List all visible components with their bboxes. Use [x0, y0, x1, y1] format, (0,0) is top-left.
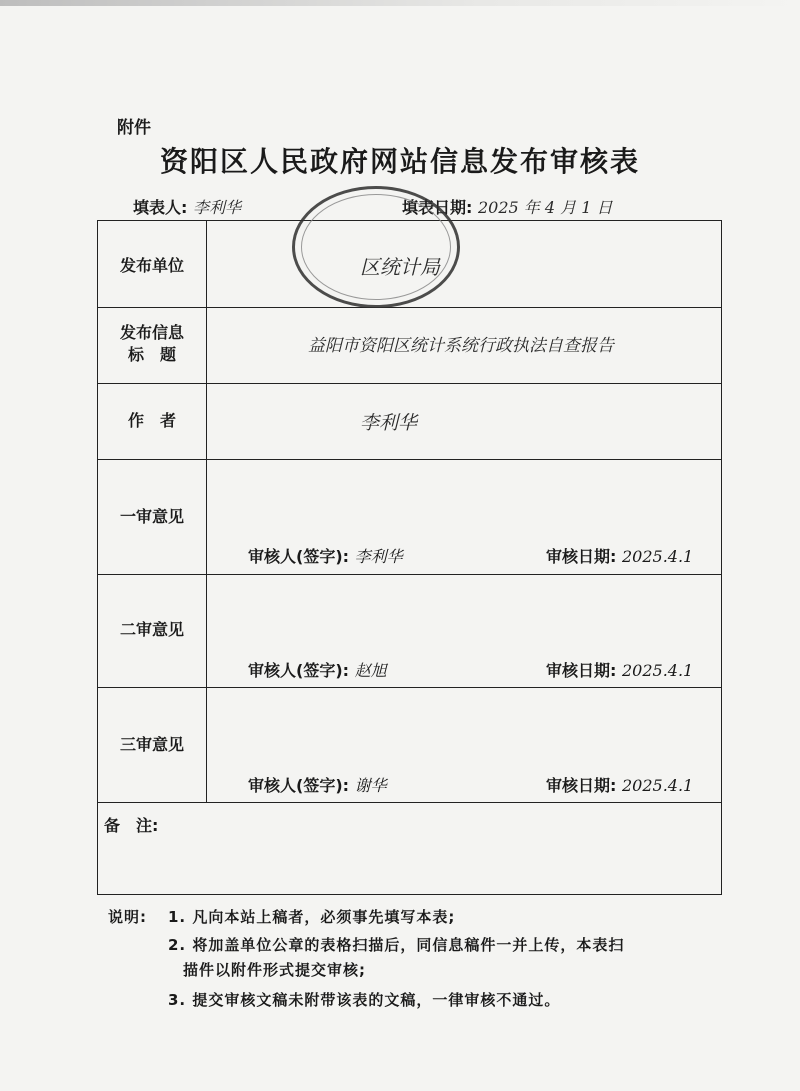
- title-value: 益阳市资阳区统计系统行政执法自查报告: [308, 336, 614, 356]
- reviewer-2: [248, 658, 387, 681]
- note-item-2-cont: 描件以附件形式提交审核;: [183, 961, 366, 979]
- reviewer-signature: 谢华: [354, 776, 387, 795]
- row-divider: [98, 459, 721, 460]
- reviewer-label: 审核人(签字):: [248, 776, 350, 795]
- row-label-title: 发布信息 标 题: [119, 323, 184, 364]
- filler-signature: 李利华: [192, 198, 241, 217]
- attachment-label: 附件: [117, 118, 151, 138]
- row-label-review-3: 三审意见: [119, 735, 184, 754]
- notes-prefix: 说明:: [108, 908, 147, 926]
- row-divider: [98, 307, 721, 308]
- filler-line: [133, 195, 241, 218]
- reviewer-signature: 赵旭: [354, 661, 387, 680]
- reviewer-1: [248, 544, 403, 567]
- row-divider: [98, 574, 721, 575]
- official-seal: [292, 186, 460, 308]
- author-value: 李利华: [360, 412, 418, 434]
- row-divider: [98, 383, 721, 384]
- review-date-2: [546, 658, 693, 681]
- form-title: 资阳区人民政府网站信息发布审核表: [159, 145, 640, 178]
- review-date-value: 2025.4.1: [621, 776, 694, 795]
- note-item-3: 3. 提交审核文稿未附带该表的文稿，一律审核不通过。: [168, 991, 561, 1009]
- review-date-3: [546, 773, 693, 796]
- publisher-value: 区统计局: [360, 255, 440, 279]
- review-form-table: [97, 220, 722, 895]
- reviewer-label: 审核人(签字):: [248, 547, 350, 566]
- reviewer-3: [248, 773, 387, 796]
- row-divider: [98, 687, 721, 688]
- row-label-review-1: 一审意见: [119, 507, 184, 526]
- review-date-1: [546, 544, 693, 567]
- scan-edge: [0, 0, 800, 6]
- fill-date-label: 填表日期:: [402, 198, 473, 217]
- note-item-1: 1. 凡向本站上稿者，必须事先填写本表;: [168, 908, 456, 926]
- row-label-publisher: 发布单位: [119, 256, 184, 275]
- row-label-author: 作 者: [127, 411, 176, 430]
- remarks-label: 备 注:: [104, 816, 159, 835]
- review-date-label: 审核日期:: [546, 547, 617, 566]
- reviewer-label: 审核人(签字):: [248, 661, 350, 680]
- row-label-review-2: 二审意见: [119, 620, 184, 639]
- fill-date-value: 2025 年 4 月 1 日: [477, 198, 613, 217]
- reviewer-signature: 李利华: [354, 547, 403, 566]
- review-date-value: 2025.4.1: [621, 661, 694, 680]
- note-item-2: 2. 将加盖单位公章的表格扫描后，同信息稿件一并上传，本表扫: [168, 936, 625, 954]
- row-divider: [98, 802, 721, 803]
- review-date-label: 审核日期:: [546, 776, 617, 795]
- filler-label: 填表人:: [133, 198, 188, 217]
- review-date-label: 审核日期:: [546, 661, 617, 680]
- column-divider: [206, 221, 207, 802]
- review-date-value: 2025.4.1: [621, 547, 694, 566]
